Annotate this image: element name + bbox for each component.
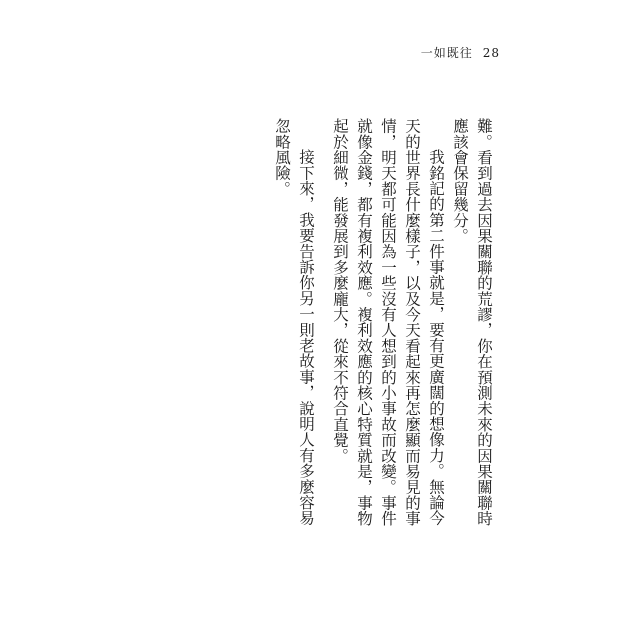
paragraph-second-lesson: 我銘記的第二件事就是，要有更廣闊的想像力。無論今天的世界長什麼樣子，以及今天看起來再怎麼顯而易見的事情，明天都可能因為一些沒有人想到的小事故而改變。事件就像金錢，都有複利效應。複利效應的核心特質就是，事物起於細微，能發展到多麼龐大，從來不符合直覺。	[331, 118, 445, 527]
paragraph-next-story: 接下來，我要告訴你另一則老故事，說明人有多麼容易忽略風險。	[273, 118, 315, 526]
page-number: 28	[482, 46, 500, 60]
book-title: 一如既往	[420, 46, 473, 60]
paragraph-continued: 難。看到過去因果關聯的荒謬，你在預測未來的因果關聯時應該會保留幾分。	[451, 118, 493, 527]
running-header	[421, 44, 500, 61]
body-text	[256, 118, 496, 538]
